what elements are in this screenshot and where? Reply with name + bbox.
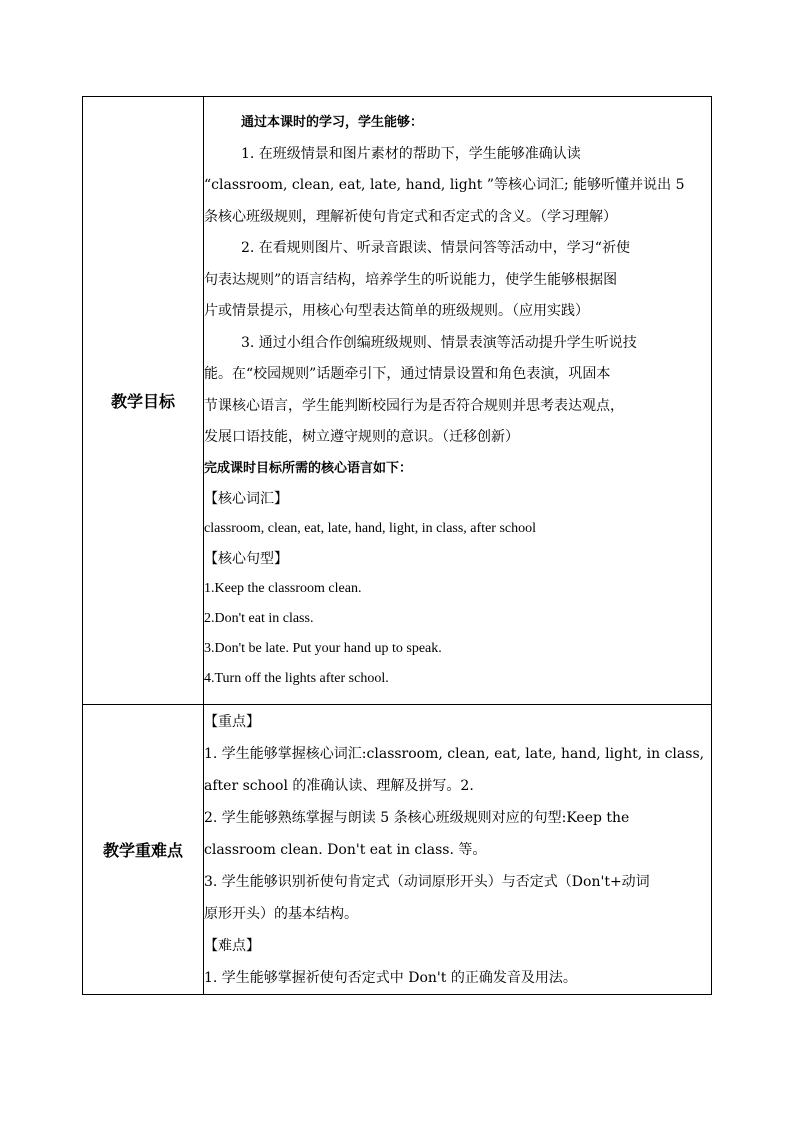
- lesson-plan-table: [82, 96, 712, 995]
- keypoint-line: 1. 学生能够掌握核心词汇:classroom, clean, eat, late, hand, light, in class,: [204, 745, 705, 762]
- objective-line: 2. 在看规则图片、听录音跟读、情景问答等活动中，学习“祈使: [241, 240, 630, 257]
- objective-line: 句表达规则”的语言结构，培养学生的听说能力，使学生能够根据图: [204, 271, 618, 288]
- objective-line: “classroom, clean, eat, late, hand, light ”等核心词汇; 能够听懂并说出 5: [204, 177, 685, 194]
- core-vocab-heading: 【核心词汇】: [204, 490, 288, 507]
- objectives-content: [204, 97, 712, 705]
- objectives-label: 教学目标: [83, 97, 204, 705]
- core-sentence: 2.Don't eat in class.: [204, 610, 314, 626]
- keypoint-line: 2. 学生能够熟练掌握与朗读 5 条核心班级规则对应的句型:Keep the: [204, 809, 630, 826]
- keypoint-line: after school 的准确认读、理解及拼写。2.: [204, 777, 474, 794]
- keypoints-content: [204, 705, 712, 995]
- core-sentence: 3.Don't be late. Put your hand up to speak.: [204, 640, 442, 656]
- objective-line: 能。在“校园规则”话题牵引下，通过情景设置和角色表演，巩固本: [204, 366, 611, 383]
- objective-line: 3. 通过小组合作创编班级规则、情景表演等活动提升学生听说技: [241, 334, 637, 351]
- objectives-intro: 通过本课时的学习，学生能够：: [241, 115, 424, 131]
- keypoint-line: classroom clean. Don't eat in class. 等。: [204, 841, 487, 858]
- objectives-row: [83, 97, 712, 705]
- objective-line: 1. 在班级情景和图片素材的帮助下，学生能够准确认读: [241, 145, 581, 162]
- keypoint-line: 3. 学生能够识别祈使句肯定式（动词原形开头）与否定式（Don't+动词: [204, 873, 650, 890]
- objective-line: 节课核心语言，学生能判断校园行为是否符合规则并思考表达观点，: [204, 397, 624, 414]
- keypoints-row: [83, 705, 712, 995]
- keypoints-label: 教学重难点: [83, 705, 204, 995]
- objective-line: 发展口语技能，树立遵守规则的意识。（迁移创新）: [204, 429, 519, 446]
- core-sentence: 1.Keep the classroom clean.: [204, 580, 362, 596]
- core-language-heading: 完成课时目标所需的核心语言如下：: [204, 460, 413, 476]
- keypoint-line: 原形开头）的基本结构。: [204, 905, 358, 922]
- objective-line: 条核心班级规则，理解祈使句肯定式和否定式的含义。（学习理解）: [204, 208, 617, 225]
- core-vocab-list: classroom, clean, eat, late, hand, light, in class, after school: [204, 520, 537, 536]
- core-sentences-heading: 【核心句型】: [204, 550, 288, 567]
- key-heading: 【重点】: [204, 713, 260, 730]
- objective-line: 片或情景提示，用核心句型表达简单的班级规则。（应用实践）: [204, 303, 589, 320]
- difficulty-line: 1. 学生能够掌握祈使句否定式中 Don't 的正确发音及用法。: [204, 969, 577, 986]
- core-sentence: 4.Turn off the lights after school.: [204, 670, 389, 686]
- difficulty-heading: 【难点】: [204, 937, 260, 954]
